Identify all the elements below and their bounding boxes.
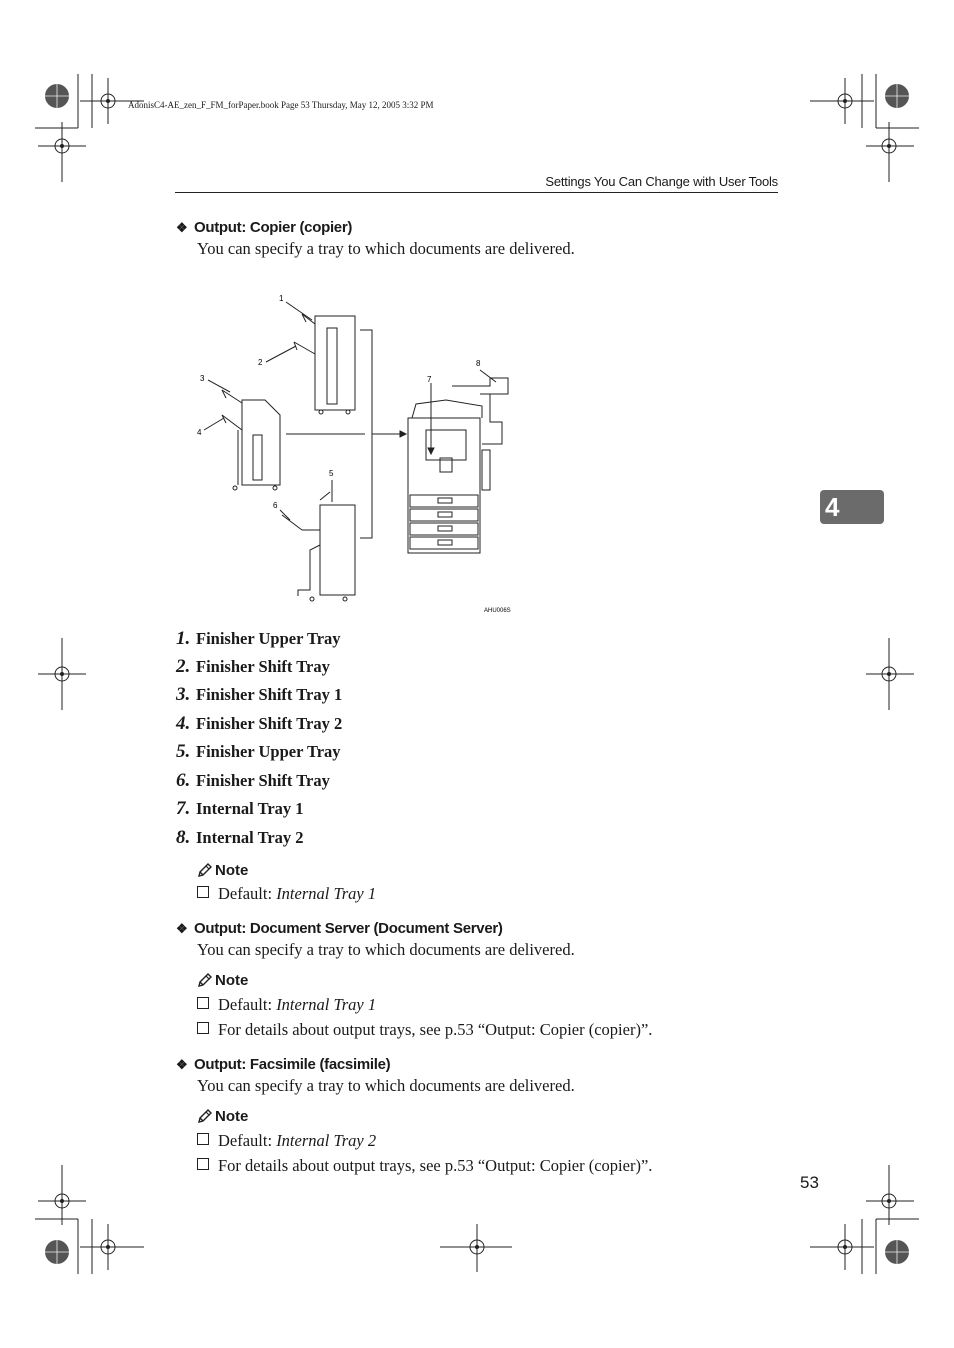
- tray-diagram-illustration: [190, 290, 530, 620]
- diamond-bullet-icon: ❖: [176, 1057, 188, 1072]
- note-item: Default: Internal Tray 2: [197, 1131, 376, 1151]
- note-heading: Note: [197, 862, 248, 879]
- chapter-tab: 4: [820, 490, 884, 524]
- callout-2: 2: [258, 358, 263, 367]
- note-heading: Note: [197, 1108, 248, 1125]
- note-item: For details about output trays, see p.53 “Output: Copier (copier)”.: [197, 1020, 652, 1040]
- checkbox-bullet-icon: [197, 886, 209, 898]
- callout-1: 1: [279, 294, 284, 303]
- section-heading-document-server: ❖ Output: Document Server (Document Server): [176, 920, 503, 937]
- pencil-icon: [197, 972, 213, 988]
- section-heading-copier: ❖ Output: Copier (copier): [176, 219, 353, 236]
- running-header-title: Settings You Can Change with User Tools: [545, 174, 778, 189]
- figure-code: AHU006S: [484, 608, 511, 614]
- list-item: 7. Internal Tray 1: [176, 798, 304, 819]
- tray-diagram: [190, 290, 530, 620]
- list-item: 2. Finisher Shift Tray: [176, 656, 330, 677]
- list-item: 1. Finisher Upper Tray: [176, 628, 341, 649]
- callout-3: 3: [200, 374, 205, 383]
- list-item: 4. Finisher Shift Tray 2: [176, 713, 343, 734]
- running-header: [175, 174, 778, 193]
- checkbox-bullet-icon: [197, 1022, 209, 1034]
- pencil-icon: [197, 862, 213, 878]
- section-description-facsimile: You can specify a tray to which documents are delivered.: [197, 1076, 575, 1095]
- note-item: Default: Internal Tray 1: [197, 884, 376, 904]
- diamond-bullet-icon: ❖: [176, 921, 188, 936]
- list-item: 8. Internal Tray 2: [176, 827, 304, 848]
- note-item: Default: Internal Tray 1: [197, 995, 376, 1015]
- section-heading-facsimile: ❖ Output: Facsimile (facsimile): [176, 1056, 391, 1073]
- note-item: For details about output trays, see p.53 “Output: Copier (copier)”.: [197, 1156, 652, 1176]
- callout-6: 6: [273, 501, 278, 510]
- callout-8: 8: [476, 359, 481, 368]
- list-item: 3. Finisher Shift Tray 1: [176, 684, 343, 705]
- list-item: 6. Finisher Shift Tray: [176, 770, 330, 791]
- note-heading: Note: [197, 972, 248, 989]
- section-description-copier: You can specify a tray to which documents are delivered.: [197, 239, 575, 258]
- list-item: 5. Finisher Upper Tray: [176, 741, 341, 762]
- checkbox-bullet-icon: [197, 1158, 209, 1170]
- diamond-bullet-icon: ❖: [176, 220, 188, 235]
- callout-7: 7: [427, 375, 432, 384]
- callout-4: 4: [197, 428, 202, 437]
- callout-5: 5: [329, 469, 334, 478]
- page-number: 53: [800, 1173, 819, 1192]
- checkbox-bullet-icon: [197, 997, 209, 1009]
- checkbox-bullet-icon: [197, 1133, 209, 1145]
- section-description-document-server: You can specify a tray to which documents are delivered.: [197, 940, 575, 959]
- file-info: AdonisC4-AE_zen_F_FM_forPaper.book Page 53 Thursday, May 12, 2005 3:32 PM: [128, 100, 434, 110]
- pencil-icon: [197, 1108, 213, 1124]
